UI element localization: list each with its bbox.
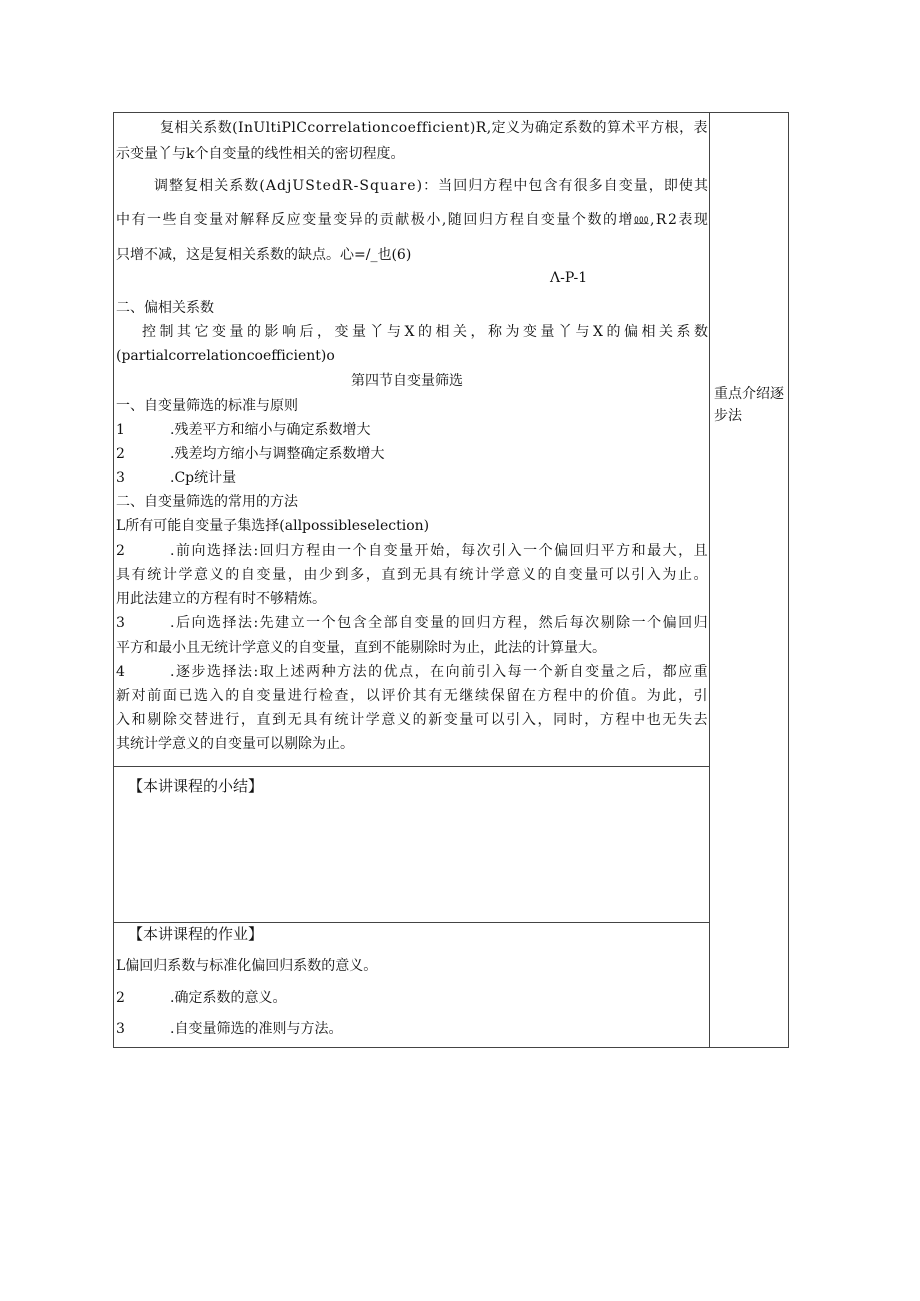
row-divider-homework — [114, 922, 709, 923]
method-2-line1: . 前 向 选 择 法 : 回 归 方 程 由 一 个 自 变 量 开 始 ， 每 次 引 入 一 个 偏 回 归 平 方 和 最 大 ， 且 — [170, 543, 708, 559]
method-4-line4: 其统计学意义的自变量可以剔除为止。 — [116, 736, 354, 752]
criteria-number-1: 1 — [116, 422, 125, 438]
criteria-number-3: 3 — [116, 470, 125, 486]
criteria-item-3: .Cp统计量 — [170, 470, 237, 486]
method-number-2: 2 — [116, 543, 125, 559]
method-number-4: 4 — [116, 664, 125, 680]
heading-selection-methods: 二、自变量筛选的常用的方法 — [116, 494, 298, 510]
homework-item-3: .自变量筛选的准则与方法。 — [170, 1021, 343, 1037]
partial-correlation-line2: (partialcorrelationcoefficient)o — [116, 348, 335, 364]
criteria-item-1: .残差平方和缩小与确定系数增大 — [170, 422, 371, 438]
section-title-variable-selection: 第四节自变量筛选 — [351, 373, 463, 389]
row-divider-summary — [114, 766, 709, 767]
formula-denominator: Λ-P-1 — [550, 270, 588, 286]
method-4-line3: 入 和 剔 除 交 替 进 行 ， 直 到 无 具 有 统 计 学 意 义 的 新 变 量 可 以 引 入 ， 同 时 ， 方 程 中 也 无 失 去 — [116, 712, 708, 728]
lecture-table — [113, 112, 789, 1048]
method-2-line2: 具 有 统 计 学 意 义 的 自 变 量 ， 由 少 到 多 ， 直 到 无 具 有 统 计 学 意 义 的 自 变 量 可 以 引 入 为 止 。 — [116, 567, 708, 583]
paragraph-multiple-correlation-line2: 示变量丫与k个自变量的线性相关的密切程度。 — [116, 146, 405, 162]
method-number-3: 3 — [116, 615, 125, 631]
method-3-line2: 平方和最小且无统计学意义的自变量，直到不能剔除时为止，此法的计算量大。 — [116, 640, 606, 656]
partial-correlation-line1: 控 制 其 它 变 量 的 影 响 后 ， 变 量 丫 与 X 的 相 关 ， 称 为 变 量 丫 与 X 的 偏 相 关 系 数 — [142, 324, 708, 340]
section-heading-partial-correlation: 二、偏相关系数 — [116, 300, 214, 316]
homework-number-3: 3 — [116, 1021, 125, 1037]
side-note: 重点介绍逐步法 — [714, 386, 784, 424]
method-3-line1: . 后 向 选 择 法 : 先 建 立 一 个 包 含 全 部 自 变 量 的 回 归 方 程 ， 然 后 每 次 剔 除 一 个 偏 回 归 — [170, 615, 708, 631]
column-divider — [709, 113, 710, 1047]
paragraph-adjusted-r2-line2: 中 有 一 些 自 变 量 对 解 释 反 应 变 量 变 异 的 贡 献 极 小 , 随 回 归 方 程 自 变 量 个 数 的 增 ⅏ , R 2 表 现 — [116, 212, 708, 228]
paragraph-adjusted-r2-line3: 只增不减，这是复相关系数的缺点。心=/_也(6) — [116, 247, 412, 263]
paragraph-multiple-correlation-line1: 复 相 关 系 数 ( I n U l t i P l C c o r r e l a t i o n c o e f f i c i e n t ) R , 定 义 为 确 定 系 数 的 算 术 平 方 根 ， 表 — [160, 120, 708, 136]
method-1: L所有可能自变量子集选择(allpossibleselection) — [116, 518, 430, 534]
homework-number-2: 2 — [116, 990, 125, 1006]
method-4-line2: 新 对 前 面 已 选 入 的 自 变 量 进 行 检 查 ， 以 评 价 其 有 无 继 续 保 留 在 方 程 中 的 价 值 。 为 此 ， 引 — [116, 688, 708, 704]
homework-item-1: L偏回归系数与标准化偏回归系数的意义。 — [116, 958, 378, 974]
method-2-line3: 用此法建立的方程有时不够精炼。 — [116, 591, 326, 607]
summary-heading: 【本讲课程的小结】 — [128, 777, 264, 795]
criteria-item-2: .残差均方缩小与调整确定系数增大 — [170, 446, 385, 462]
method-4-line1: . 逐 步 选 择 法 : 取 上 述 两 种 方 法 的 优 点 ， 在 向 前 引 入 每 一 个 新 自 变 量 之 后 ， 都 应 重 — [170, 664, 708, 680]
criteria-number-2: 2 — [116, 446, 125, 462]
homework-heading: 【本讲课程的作业】 — [128, 925, 264, 943]
homework-item-2: .确定系数的意义。 — [170, 990, 287, 1006]
paragraph-adjusted-r2-line1: 调 整 复 相 关 系 数 ( A d j U S t e d R - S q u a r e ) ： 当 回 归 方 程 中 包 含 有 很 多 自 变 量 ， 即 使 其 — [154, 178, 708, 194]
heading-selection-criteria: 一、自变量筛选的标准与原则 — [116, 398, 298, 414]
